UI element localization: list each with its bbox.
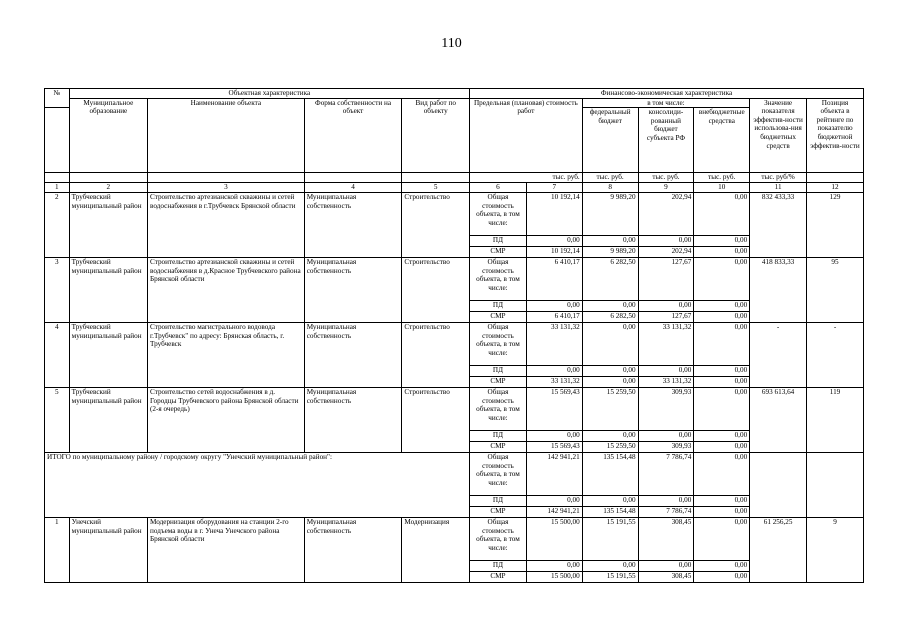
extrabudget-cell: 0,00 [694,247,750,258]
cost-cell: 0,00 [526,431,582,442]
federal-cell: 15 191,55 [582,518,638,561]
extrabudget-cell: 0,00 [694,388,750,431]
cost-cell: 15 569,43 [526,388,582,431]
municipality-cell: Трубчевский муниципальный район [69,193,147,258]
cost-cell: 6 410,17 [526,312,582,323]
cost-cell: 0,00 [526,236,582,247]
extrabudget-cell: 0,00 [694,366,750,377]
col-number: 11 [750,183,807,193]
ownership-cell: Муниципальная собственность [304,388,402,453]
work-type-cell: Строительство [402,258,470,323]
table-body [45,89,864,583]
object-name-cell: Строительство артезианской скважины и сетей водоснабжения в г.Трубчевск Брянской области [148,193,305,258]
consolidated-cell: 7 786,74 [638,507,694,518]
object-number: 3 [45,258,70,323]
header-finance-group: Финансово-экономическая характеристика [470,89,864,99]
col-number: 12 [807,183,864,193]
cost-cell: 0,00 [526,366,582,377]
row-label-pd: ПД [470,301,527,312]
consolidated-cell: 0,00 [638,301,694,312]
consolidated-cell: 0,00 [638,561,694,572]
row-label-total: Общая стоимость объекта, в том числе: [470,518,527,561]
federal-cell: 0,00 [582,236,638,247]
header-no-blank [45,108,70,173]
consolidated-cell: 33 131,32 [638,323,694,366]
federal-cell: 0,00 [582,301,638,312]
consolidated-cell: 309,93 [638,388,694,431]
cost-cell: 33 131,32 [526,377,582,388]
consolidated-cell: 127,67 [638,312,694,323]
col-number: 1 [45,183,70,193]
cost-cell: 33 131,32 [526,323,582,366]
cost-cell: 15 500,00 [526,572,582,583]
federal-cell: 9 989,20 [582,247,638,258]
col-number: 5 [402,183,470,193]
header-extrabudget: внебюджетные средства [694,108,750,173]
header-indicator-value: Значение показателя эффектив-ности использова-ния бюджетных средств [750,98,807,173]
federal-cell: 135 154,48 [582,453,638,496]
object-table [44,88,864,583]
empty-cell [750,453,807,518]
col-number: 10 [694,183,750,193]
federal-cell: 15 259,50 [582,388,638,431]
ownership-cell: Муниципальная собственность [304,258,402,323]
header-municipality: Муниципальное образование [69,98,147,173]
col-number: 7 [526,183,582,193]
ownership-cell: Муниципальная собственность [304,193,402,258]
rank-cell: 119 [807,388,864,453]
unit-cost: тыс. руб. [470,173,583,183]
header-rank: Позиция объекта в рейтинге по показателю бюджетной эффектив-ности [807,98,864,173]
extrabudget-cell: 0,00 [694,496,750,507]
units-blank [148,173,305,183]
ownership-cell: Муниципальная собственность [304,518,402,583]
units-blank [45,173,70,183]
header-federal: федеральный бюджет [582,108,638,173]
rank-cell: 9 [807,518,864,583]
row-label-pd: ПД [470,431,527,442]
indicator-cell: 693 613,64 [750,388,807,453]
rank-cell: 95 [807,258,864,323]
table-row [45,453,864,496]
row-label-smr: СМР [470,442,527,453]
cost-cell: 6 410,17 [526,258,582,301]
row-label-total: Общая стоимость объекта, в том числе: [470,453,527,496]
header-limit-cost: Предельная (плановая) стоимость работ [470,98,583,173]
extrabudget-cell: 0,00 [694,323,750,366]
unit-consolidated: тыс. руб. [638,173,694,183]
row-label-total: Общая стоимость объекта, в том числе: [470,323,527,366]
consolidated-cell: 309,93 [638,442,694,453]
table-row [45,388,864,431]
consolidated-cell: 33 131,32 [638,377,694,388]
header-ownership: Форма собственности на объект [304,98,402,173]
cost-cell: 0,00 [526,301,582,312]
extrabudget-cell: 0,00 [694,258,750,301]
federal-cell: 15 191,55 [582,572,638,583]
row-label-smr: СМР [470,247,527,258]
federal-cell: 0,00 [582,431,638,442]
table-row [45,323,864,366]
table-row [45,193,864,236]
cost-cell: 0,00 [526,496,582,507]
units-blank [402,173,470,183]
consolidated-cell: 202,94 [638,247,694,258]
object-name-cell: Строительство магистрального водовода г.Трубчевск" по адресу: Брянская область, г. Трубчевск [148,323,305,388]
row-label-total: Общая стоимость объекта, в том числе: [470,258,527,301]
municipality-cell: Трубчевский муниципальный район [69,323,147,388]
col-number: 4 [304,183,402,193]
row-label-pd: ПД [470,366,527,377]
indicator-cell: 418 833,33 [750,258,807,323]
consolidated-cell: 308,45 [638,518,694,561]
extrabudget-cell: 0,00 [694,561,750,572]
municipality-cell: Трубчевский муниципальный район [69,258,147,323]
municipality-cell: Унечский муниципальный район [69,518,147,583]
object-name-cell: Строительство артезианской скважины и сетей водоснабжения в д.Красное Трубчевского района Брянской области [148,258,305,323]
extrabudget-cell: 0,00 [694,377,750,388]
consolidated-cell: 127,67 [638,258,694,301]
extrabudget-cell: 0,00 [694,312,750,323]
units-blank [304,173,402,183]
header-object-group: Объектная характеристика [69,89,469,99]
federal-cell: 15 259,50 [582,442,638,453]
page-number: 110 [441,36,462,51]
row-label-pd: ПД [470,236,527,247]
col-number: 9 [638,183,694,193]
header-in-that-number: в том числе: [582,98,749,108]
row-label-smr: СМР [470,377,527,388]
header-object-name: Наименование объекта [148,98,305,173]
cost-cell: 15 500,00 [526,518,582,561]
cost-cell: 10 192,14 [526,193,582,236]
consolidated-cell: 0,00 [638,366,694,377]
work-type-cell: Строительство [402,193,470,258]
extrabudget-cell: 0,00 [694,193,750,236]
row-label-smr: СМР [470,572,527,583]
row-label-total: Общая стоимость объекта, в том числе: [470,388,527,431]
federal-cell: 0,00 [582,323,638,366]
consolidated-cell: 7 786,74 [638,453,694,496]
units-blank [807,173,864,183]
row-label-total: Общая стоимость объекта, в том числе: [470,193,527,236]
itogo-label: ИТОГО по муниципальному району / городскому округу "Унечский муниципальный район": [45,453,470,518]
consolidated-cell: 202,94 [638,193,694,236]
col-number: 3 [148,183,305,193]
col-number: 2 [69,183,147,193]
work-type-cell: Модернизация [402,518,470,583]
cost-cell: 142 941,21 [526,453,582,496]
unit-federal: тыс. руб. [582,173,638,183]
consolidated-cell: 0,00 [638,496,694,507]
rank-cell: - [807,323,864,388]
consolidated-cell: 308,45 [638,572,694,583]
federal-cell: 9 989,20 [582,193,638,236]
col-number: 8 [582,183,638,193]
object-number: 2 [45,193,70,258]
object-number: 1 [45,518,70,583]
federal-cell: 0,00 [582,496,638,507]
row-label-smr: СМР [470,312,527,323]
col-number: 6 [470,183,527,193]
indicator-cell: 832 433,33 [750,193,807,258]
federal-cell: 6 282,50 [582,312,638,323]
work-type-cell: Строительство [402,388,470,453]
extrabudget-cell: 0,00 [694,431,750,442]
empty-cell [807,453,864,518]
unit-indicator: тыс. руб/% [750,173,807,183]
object-name-cell: Строительство сетей водоснабжения в д. Городцы Трубчевского района Брянской области (2-я очередь) [148,388,305,453]
consolidated-cell: 0,00 [638,236,694,247]
cost-cell: 142 941,21 [526,507,582,518]
unit-extrabudget: тыс. руб. [694,173,750,183]
consolidated-cell: 0,00 [638,431,694,442]
object-name-cell: Модернизация оборудования на станции 2-го подъема воды в г. Унеча Унечского района Брянской области [148,518,305,583]
municipality-cell: Трубчевский муниципальный район [69,388,147,453]
object-number: 5 [45,388,70,453]
ownership-cell: Муниципальная собственность [304,323,402,388]
federal-cell: 6 282,50 [582,258,638,301]
cost-cell: 0,00 [526,561,582,572]
extrabudget-cell: 0,00 [694,442,750,453]
extrabudget-cell: 0,00 [694,507,750,518]
federal-cell: 0,00 [582,377,638,388]
federal-cell: 135 154,48 [582,507,638,518]
indicator-cell: 61 256,25 [750,518,807,583]
object-number: 4 [45,323,70,388]
table-row [45,258,864,301]
header-work-type: Вид работ по объекту [402,98,470,173]
header-consolidated: консолиди-рованный бюджет субъекта РФ [638,108,694,173]
cost-cell: 15 569,43 [526,442,582,453]
row-label-smr: СМР [470,507,527,518]
cost-cell: 10 192,14 [526,247,582,258]
header-no: № [45,89,70,108]
extrabudget-cell: 0,00 [694,453,750,496]
rank-cell: 129 [807,193,864,258]
row-label-pd: ПД [470,496,527,507]
table-row [45,518,864,561]
work-type-cell: Строительство [402,323,470,388]
extrabudget-cell: 0,00 [694,572,750,583]
extrabudget-cell: 0,00 [694,236,750,247]
indicator-cell: - [750,323,807,388]
federal-cell: 0,00 [582,366,638,377]
extrabudget-cell: 0,00 [694,518,750,561]
units-blank [69,173,147,183]
extrabudget-cell: 0,00 [694,301,750,312]
row-label-pd: ПД [470,561,527,572]
federal-cell: 0,00 [582,561,638,572]
